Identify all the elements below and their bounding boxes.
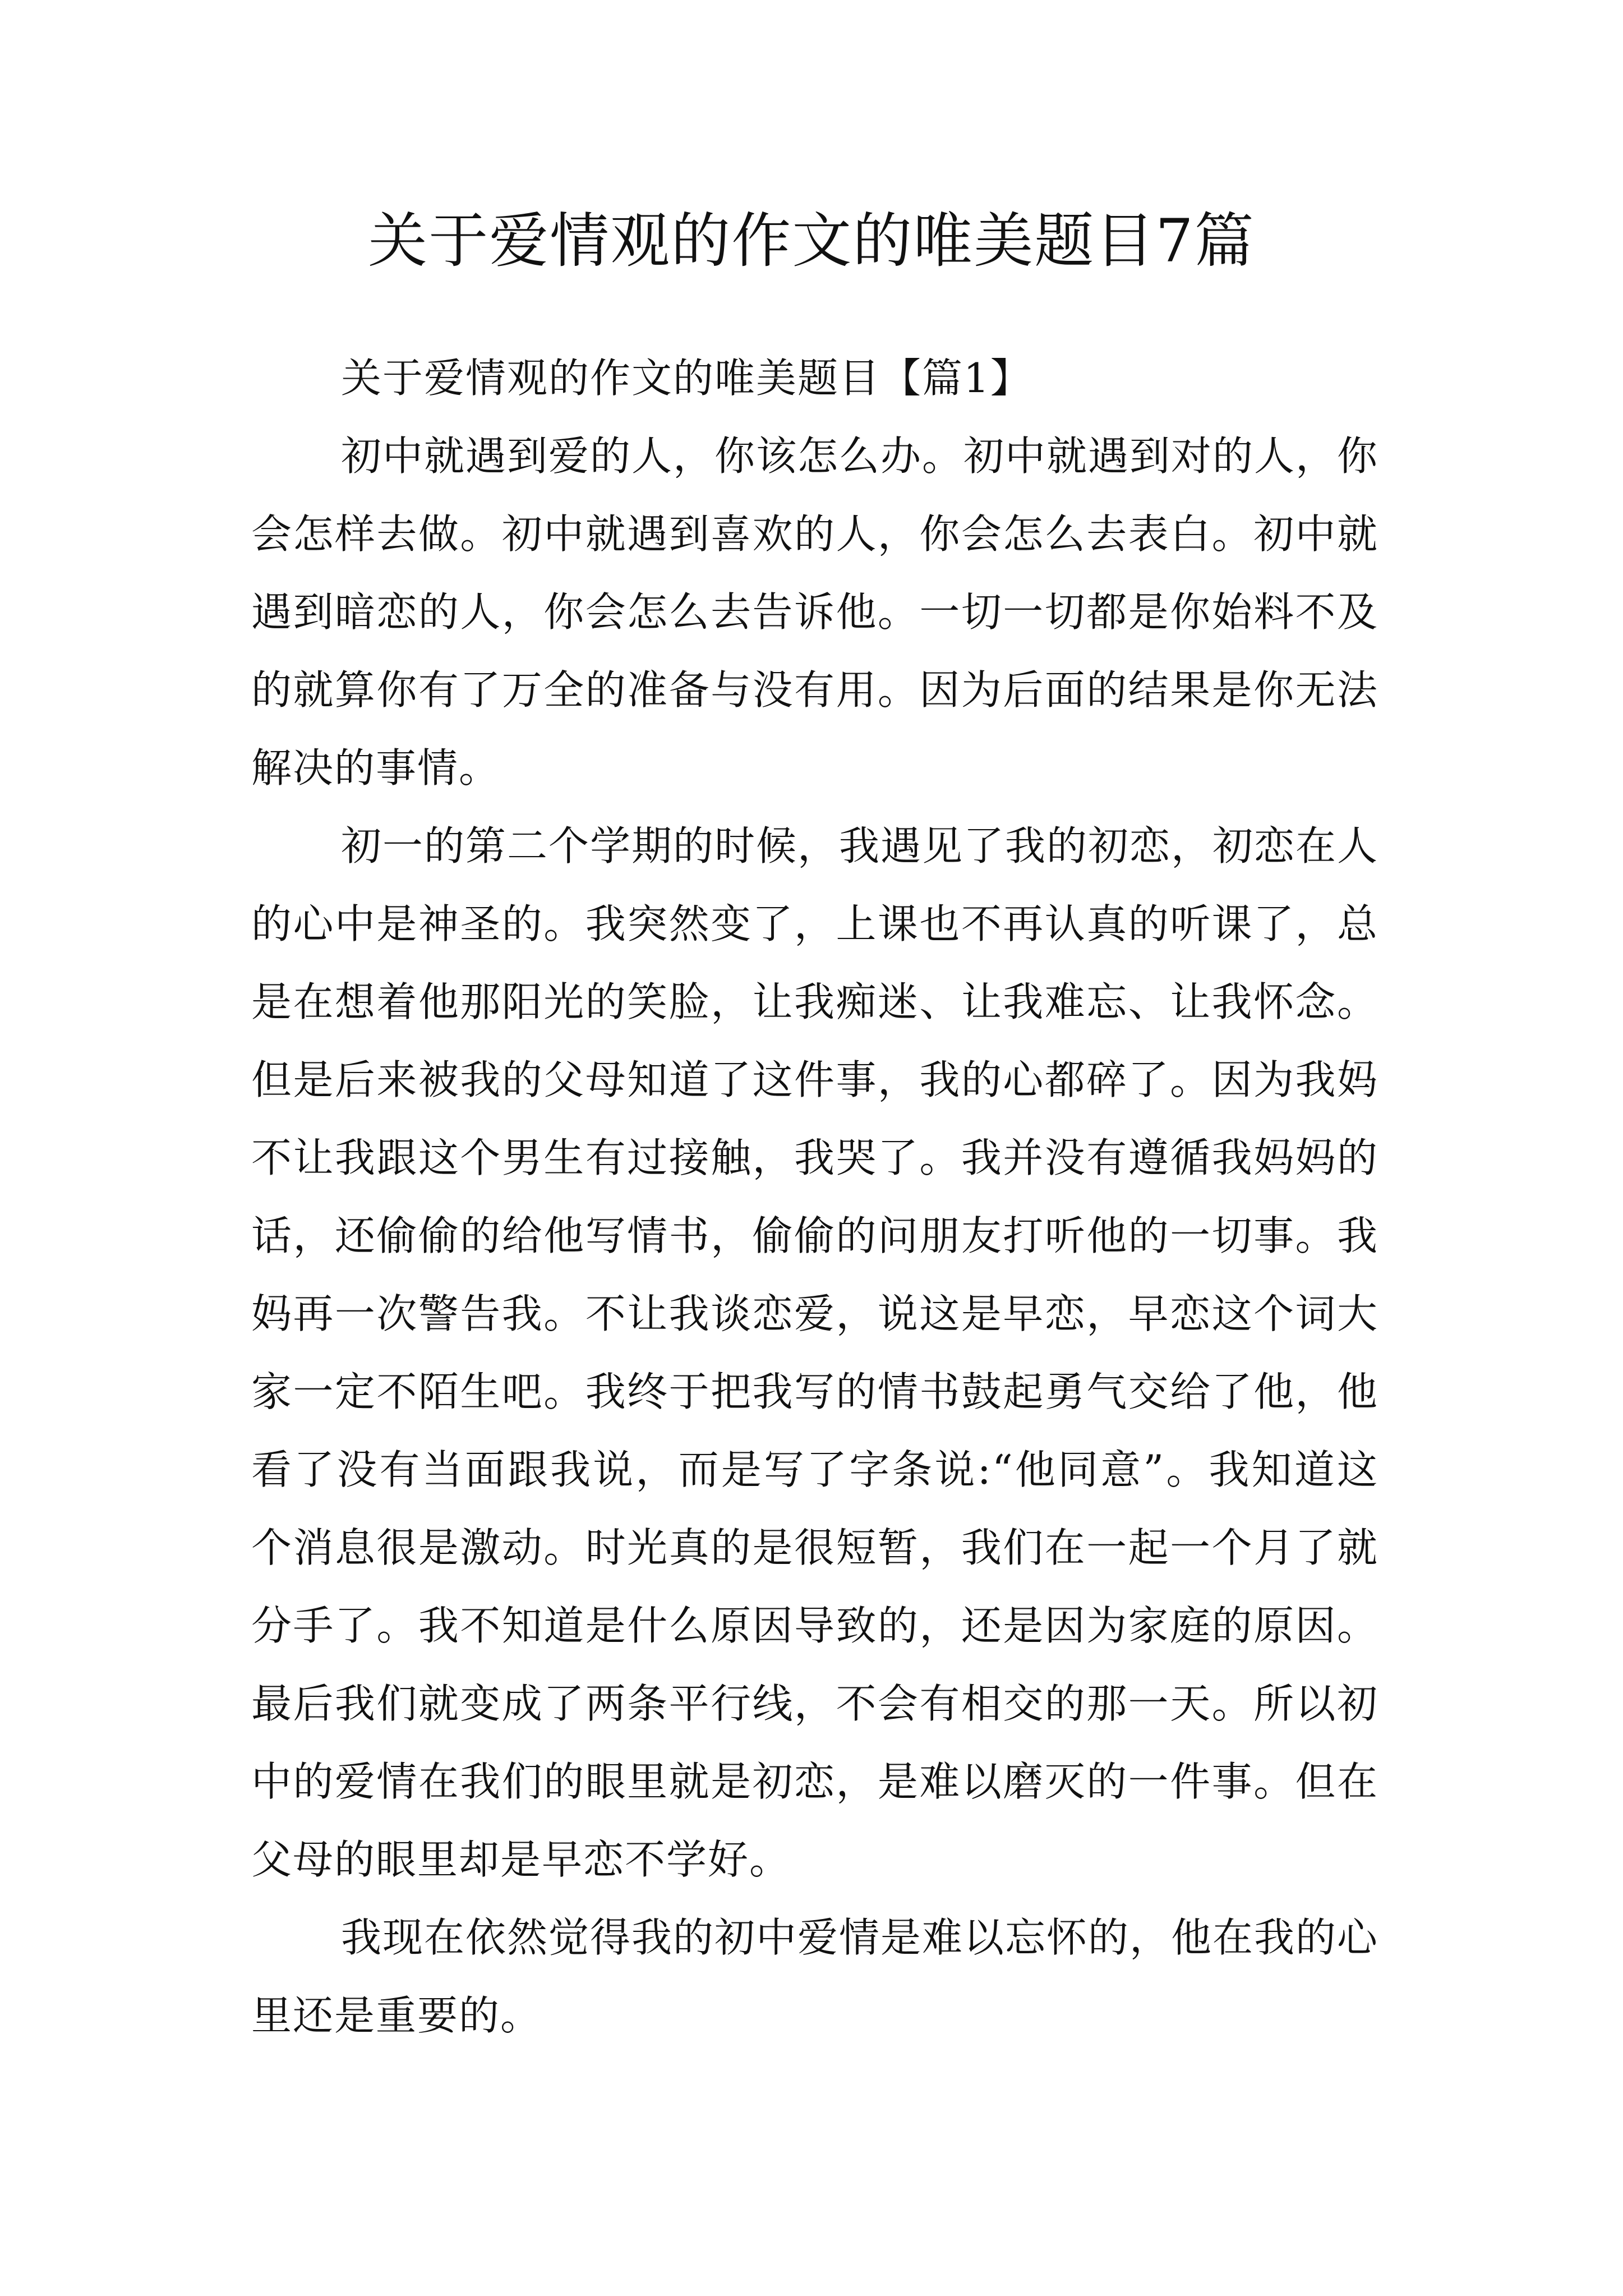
document-body [251,339,1378,2055]
body-paragraph-3: 我现在依然觉得我的初中爱情是难以忘怀的，他在我的心里还是重要的。 [251,1914,1379,2039]
document-title: 关于爱情观的作文的唯美题目7篇 [368,206,1255,275]
body-paragraph-1: 初中就遇到爱的人，你该怎么办。初中就遇到对的人，你会怎样去做。初中就遇到喜欢的人，你会怎么去表白。初中就遇到暗恋的人，你会怎么去告诉他。一切一切都是你始料不及的就算你有了万全的准备与没有用。因为后面的结果是你无法解决的事情。 [251,432,1379,792]
body-paragraph-2: 初一的第二个学期的时候，我遇见了我的初恋，初恋在人的心中是神圣的。我突然变了，上课也不再认真的听课了，总是在想着他那阳光的笑脸，让我痴迷、让我难忘、让我怀念。但是后来被我的父母知道了这件事，我的心都碎了。因为我妈不让我跟这个男生有过接触，我哭了。我并没有遵循我妈妈的话，还偷偷的给他写情书，偷偷的问朋友打听他的一切事。我妈再一次警告我。不让我谈恋爱，说这是早恋，早恋这个词大家一定不陌生吧。我终于把我写的情书鼓起勇气交给了他，他看了没有当面跟我说，而是写了字条说:“他同意”。我知道这个消息很是激动。时光真的是很短暂，我们在一起一个月了就分手了。我不知道是什么原因导致的，还是因为家庭的原因。最后我们就变成了两条平行线，不会有相交的那一天。所以初中的爱情在我们的眼里就是初恋，是难以磨灭的一件事。但在父母的眼里却是早恋不学好。 [251,822,1379,1883]
section-heading: 关于爱情观的作文的唯美题目【篇1】 [341,355,1032,402]
